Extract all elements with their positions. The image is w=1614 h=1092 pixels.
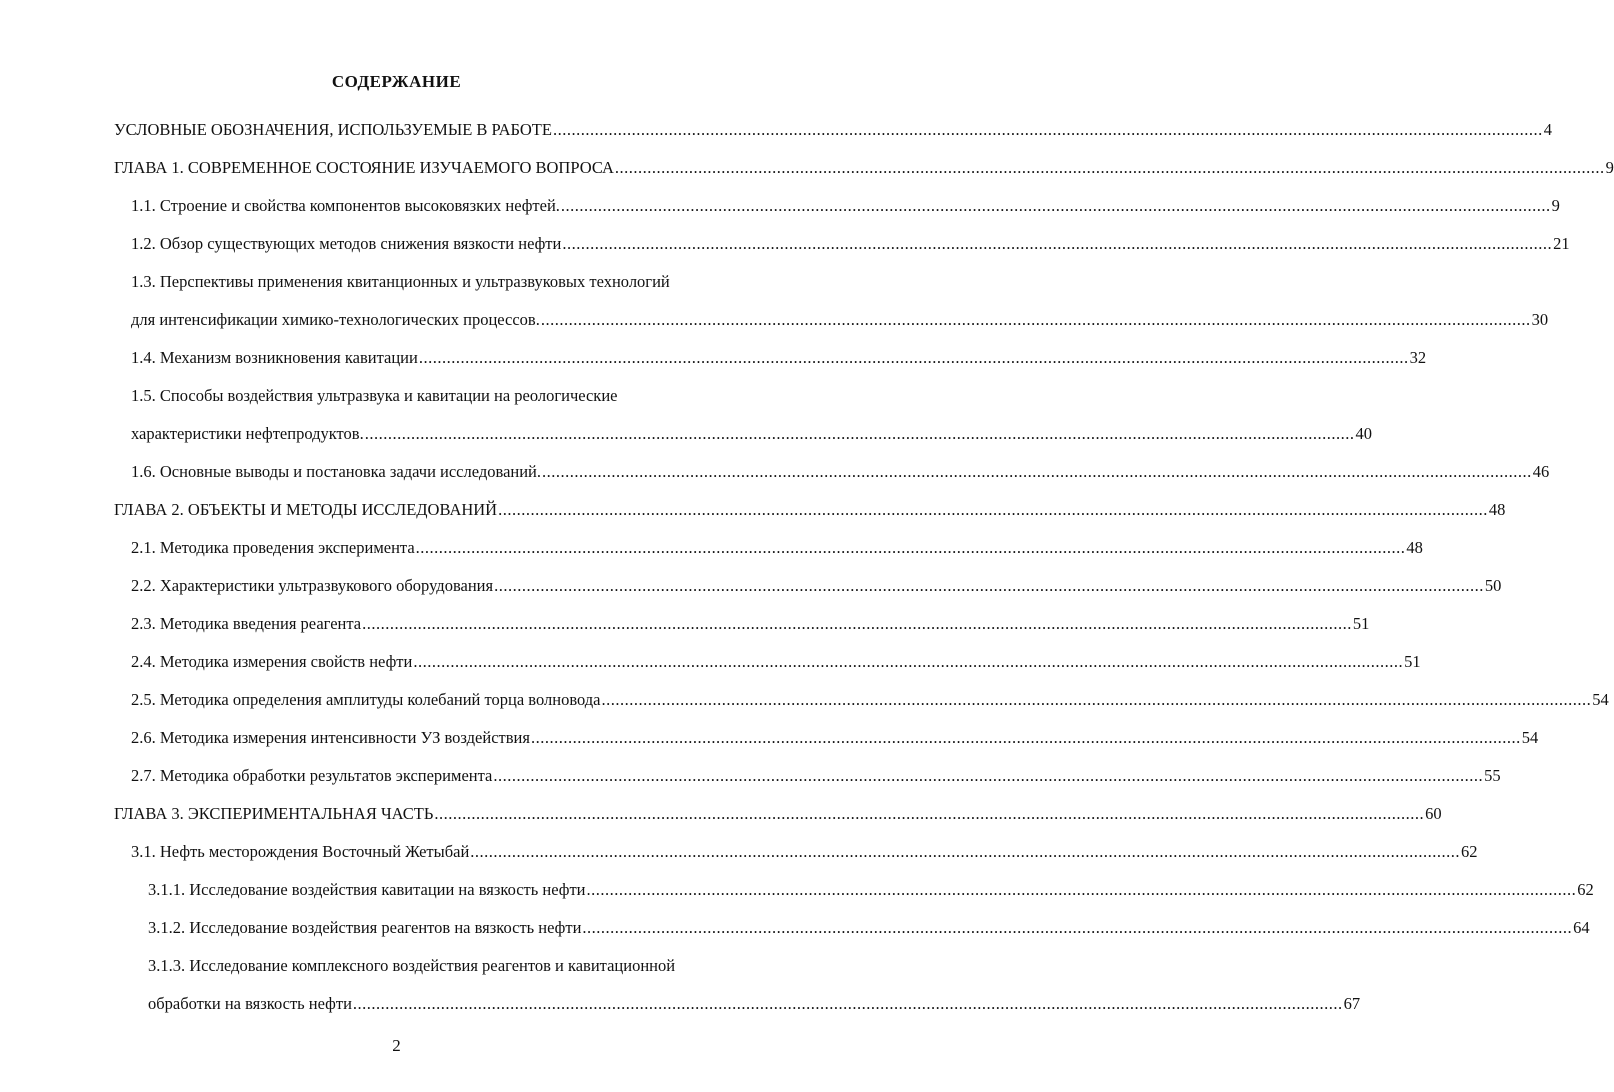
toc-dot-leader — [562, 234, 1552, 254]
toc-entry-text: 2.6. Методика измерения интенсивности УЗ воздействия — [131, 728, 530, 747]
toc-entry-text: обработки на вязкость нефти — [148, 994, 352, 1013]
toc-entry-text: 1.2. Обзор существующих методов снижения вязкости нефти — [131, 234, 562, 253]
toc-page-number: 62 — [1577, 880, 1594, 899]
toc-entry-line — [131, 234, 1570, 272]
toc-page-number: 51 — [1404, 652, 1421, 671]
toc-dot-leader — [413, 652, 1403, 672]
toc-entry-line — [131, 272, 760, 310]
toc-entry-text: 3.1.3. Исследование комплексного воздействия реагентов и кавитационной — [148, 956, 676, 975]
toc-entry — [114, 842, 1478, 880]
toc-dot-leader — [494, 576, 1484, 596]
toc-entry-text: характеристики нефтепродуктов. — [131, 424, 364, 443]
toc-entry-text: ГЛАВА 2. ОБЪЕКТЫ И МЕТОДЫ ИССЛЕДОВАНИЙ — [114, 500, 498, 519]
toc-dot-leader — [493, 766, 1483, 786]
toc-page-number: 54 — [1592, 690, 1609, 709]
toc-page-number: 46 — [1532, 462, 1550, 481]
toc-entry-text: 1.3. Перспективы применения квитанционных и ультразвуковых технологий — [131, 272, 670, 291]
toc-entry-line — [131, 538, 1423, 576]
toc-dot-leader — [353, 994, 1343, 1014]
toc-entry-line — [131, 652, 1421, 690]
toc-entry-text: 2.7. Методика обработки результатов эксперимента — [131, 766, 493, 785]
toc-page-number: 51 — [1352, 614, 1370, 633]
toc-dot-leader — [362, 614, 1352, 634]
toc-entry-text: 2.5. Методика определения амплитуды колебаний торца волновода — [131, 690, 601, 709]
toc-entry — [114, 728, 1539, 766]
toc-dot-leader — [553, 120, 1543, 140]
toc-entry-text: 2.4. Методика измерения свойств нефти — [131, 652, 413, 671]
toc-entry-line — [131, 728, 1539, 766]
toc-entry-text: для интенсификации химико-технологических процессов. — [131, 310, 540, 329]
toc-entry — [114, 766, 1501, 804]
toc-entry — [114, 234, 1570, 272]
toc-entry-line — [148, 994, 1361, 1032]
toc-dot-leader — [416, 538, 1406, 558]
toc-entry — [114, 576, 1502, 614]
toc-dot-leader — [587, 880, 1577, 900]
toc-entry-line — [148, 956, 760, 994]
toc-entry-text: 1.1. Строение и свойства компонентов высоковязких нефтей. — [131, 196, 560, 215]
toc-entry-line — [114, 158, 1614, 196]
toc-page-number: 48 — [1406, 538, 1423, 557]
toc-entry-text: ГЛАВА 3. ЭКСПЕРИМЕНТАЛЬНАЯ ЧАСТЬ — [114, 804, 434, 823]
toc-entry — [114, 614, 1370, 652]
toc-page-number: 32 — [1409, 348, 1427, 367]
toc-entry-line — [131, 462, 1550, 500]
toc-dot-leader — [365, 424, 1355, 444]
toc-dot-leader — [602, 690, 1592, 710]
toc-entry — [114, 348, 1427, 386]
toc-page-number: 62 — [1461, 842, 1478, 861]
toc-entry — [114, 538, 1423, 576]
toc-entry — [114, 120, 1552, 158]
toc-dot-leader — [542, 462, 1532, 482]
toc-entry — [114, 652, 1421, 690]
toc-entry-line — [131, 196, 1560, 234]
toc-entry-line — [114, 500, 1506, 538]
toc-page-number: 60 — [1425, 804, 1442, 823]
toc-entry-text: 2.1. Методика проведения эксперимента — [131, 538, 415, 557]
toc-entry — [114, 956, 1361, 1032]
toc-dot-leader — [470, 842, 1460, 862]
toc-page-number: 9 — [1551, 196, 1560, 215]
toc-entry-text: 3.1.1. Исследование воздействия кавитации на вязкость нефти — [148, 880, 586, 899]
toc-page-number: 67 — [1343, 994, 1361, 1013]
toc-dot-leader — [561, 196, 1551, 216]
toc-dot-leader — [531, 728, 1521, 748]
page-title: СОДЕРЖАНИЕ — [331, 72, 462, 91]
toc-page-number: 64 — [1573, 918, 1590, 937]
toc-entry-text: ГЛАВА 1. СОВРЕМЕННОЕ СОСТОЯНИЕ ИЗУЧАЕМОГО ВОПРОСА — [114, 158, 614, 177]
toc-entry-line — [131, 424, 1372, 462]
toc-dot-leader — [498, 500, 1488, 520]
toc-entry-text: 1.6. Основные выводы и постановка задачи исследований. — [131, 462, 542, 481]
toc-entry-line — [114, 120, 1552, 158]
toc-entry — [114, 462, 1550, 500]
toc-entry-text: 3.1. Нефть месторождения Восточный Жетыбай — [131, 842, 470, 861]
toc-entry — [114, 690, 1609, 728]
toc-entry-line — [114, 804, 1442, 842]
toc-page-number: 40 — [1355, 424, 1372, 443]
toc-entry-text: 2.3. Методика введения реагента — [131, 614, 362, 633]
toc-entry — [114, 804, 1442, 842]
toc-page-number: 54 — [1521, 728, 1539, 747]
page-number: 2 — [392, 1036, 401, 1055]
toc-entry — [114, 386, 1372, 462]
toc-entry-line — [131, 310, 1549, 348]
toc-page-number: 55 — [1484, 766, 1501, 785]
toc-entry-line — [131, 842, 1478, 880]
toc-entry-line — [131, 576, 1502, 614]
toc-page-number: 48 — [1488, 500, 1506, 519]
toc-entry-text: 1.5. Способы воздействия ультразвука и кавитации на реологические — [131, 386, 618, 405]
toc-page-number: 9 — [1605, 158, 1614, 177]
table-of-contents — [114, 120, 1614, 1032]
toc-page-number: 30 — [1531, 310, 1549, 329]
toc-page-number: 21 — [1553, 234, 1570, 253]
toc-dot-leader — [615, 158, 1605, 178]
toc-entry-text: 2.2. Характеристики ультразвукового оборудования — [131, 576, 494, 595]
toc-entry-line — [148, 880, 1594, 918]
toc-entry-line — [131, 348, 1427, 386]
toc-entry — [114, 500, 1506, 538]
toc-dot-leader — [419, 348, 1409, 368]
toc-entry-line — [148, 918, 1590, 956]
toc-entry-text: УСЛОВНЫЕ ОБОЗНАЧЕНИЯ, ИСПОЛЬЗУЕМЫЕ В РАБОТЕ — [114, 120, 552, 139]
toc-entry-line — [131, 386, 760, 424]
toc-entry — [114, 918, 1590, 956]
toc-entry — [114, 158, 1614, 196]
toc-entry — [114, 196, 1560, 234]
toc-dot-leader — [582, 918, 1572, 938]
toc-entry-line — [131, 766, 1501, 804]
toc-entry-line — [131, 614, 1370, 652]
toc-entry — [114, 880, 1594, 918]
toc-dot-leader — [434, 804, 1424, 824]
toc-dot-leader — [541, 310, 1531, 330]
toc-entry-text: 1.4. Механизм возникновения кавитации — [131, 348, 418, 367]
toc-entry-text: 3.1.2. Исследование воздействия реагентов на вязкость нефти — [148, 918, 582, 937]
toc-entry — [114, 272, 1549, 348]
toc-page-number: 4 — [1543, 120, 1552, 139]
toc-entry-line — [131, 690, 1609, 728]
toc-page-number: 50 — [1484, 576, 1502, 595]
